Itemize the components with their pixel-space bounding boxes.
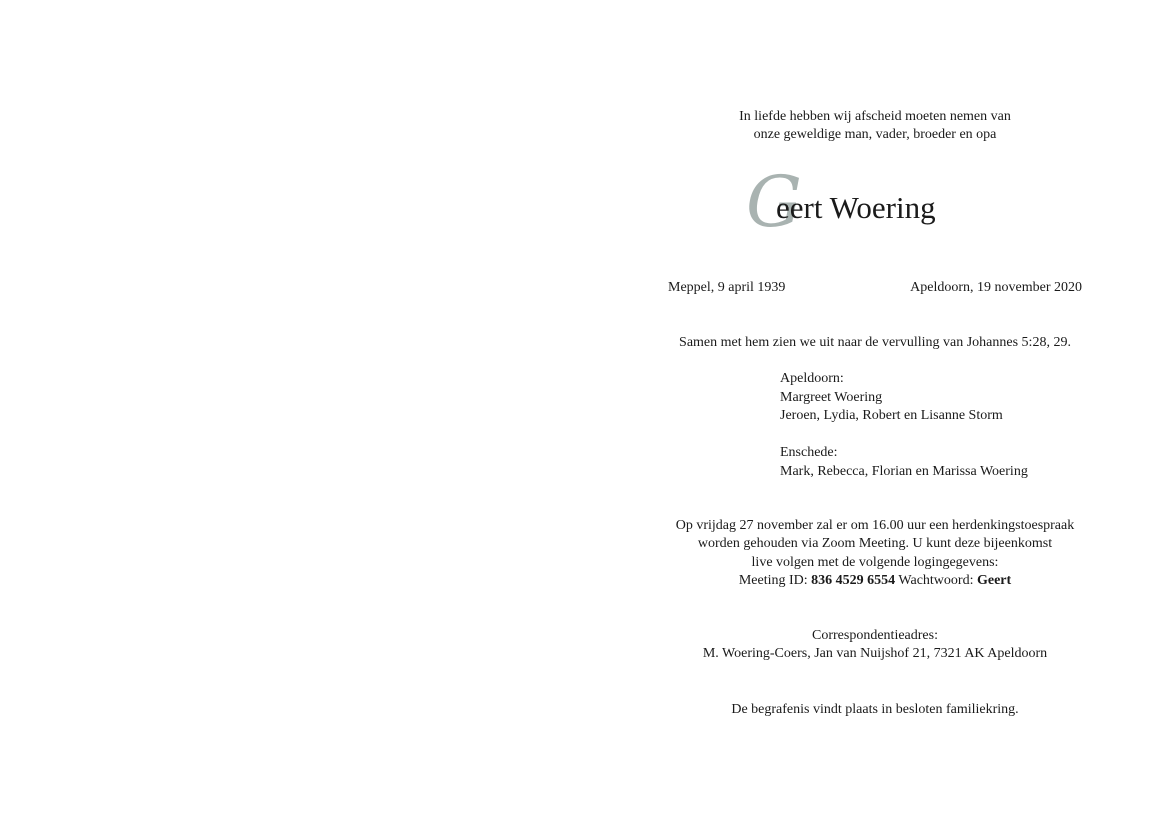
meeting-credentials xyxy=(668,572,1082,590)
family-group-enschede xyxy=(780,444,1028,481)
memorial-meeting-info xyxy=(668,517,1082,590)
name-rest: eert Woering xyxy=(776,190,936,225)
family-member: Mark, Rebecca, Florian en Marissa Woering xyxy=(780,463,1028,479)
family-member: Jeroen, Lydia, Robert en Lisanne Storm xyxy=(780,408,1003,423)
intro-text xyxy=(668,108,1082,145)
meeting-line-3: live volgen met de volgende logingegevens: xyxy=(751,554,999,570)
intro-line-2: onze geweldige man, vader, broeder en opa xyxy=(753,127,997,143)
deceased-name xyxy=(668,161,1082,243)
family-group-apeldoorn xyxy=(780,370,1003,426)
family-place: Enschede: xyxy=(780,445,838,460)
correspondence-address xyxy=(668,627,1082,664)
password-value: Geert xyxy=(976,572,1012,588)
family-member: Margreet Woering xyxy=(780,389,883,405)
funeral-note xyxy=(668,701,1082,719)
meeting-id-value: 836 4529 6554 xyxy=(811,572,896,588)
birth-date: Meppel, 9 april 1939 xyxy=(668,280,786,295)
password-label: Wachtwoord: xyxy=(898,572,974,588)
announcement-panel xyxy=(668,0,1082,827)
bible-verse: Samen met hem zien we uit naar de vervulling van Johannes 5:28, 29. xyxy=(679,335,1071,350)
intro-line-1: In liefde hebben wij afscheid moeten nemen van xyxy=(739,109,1011,124)
funeral-text: De begrafenis vindt plaats in besloten familiekring. xyxy=(731,702,1019,717)
decorative-initial: G xyxy=(746,161,802,243)
meeting-line-1: Op vrijdag 27 november zal er om 16.00 uur een herdenkingstoespraak xyxy=(675,518,1075,533)
meeting-id-label: Meeting ID: xyxy=(738,572,808,588)
correspondence-label: Correspondentieadres: xyxy=(812,628,938,643)
correspondence-address-line: M. Woering-Coers, Jan van Nuijshof 21, 7321 AK Apeldoorn xyxy=(702,646,1048,662)
meeting-line-2: worden gehouden via Zoom Meeting. U kunt deze bijeenkomst xyxy=(697,536,1053,552)
family-place: Apeldoorn: xyxy=(780,371,844,386)
death-date: Apeldoorn, 19 november 2020 xyxy=(910,280,1082,295)
